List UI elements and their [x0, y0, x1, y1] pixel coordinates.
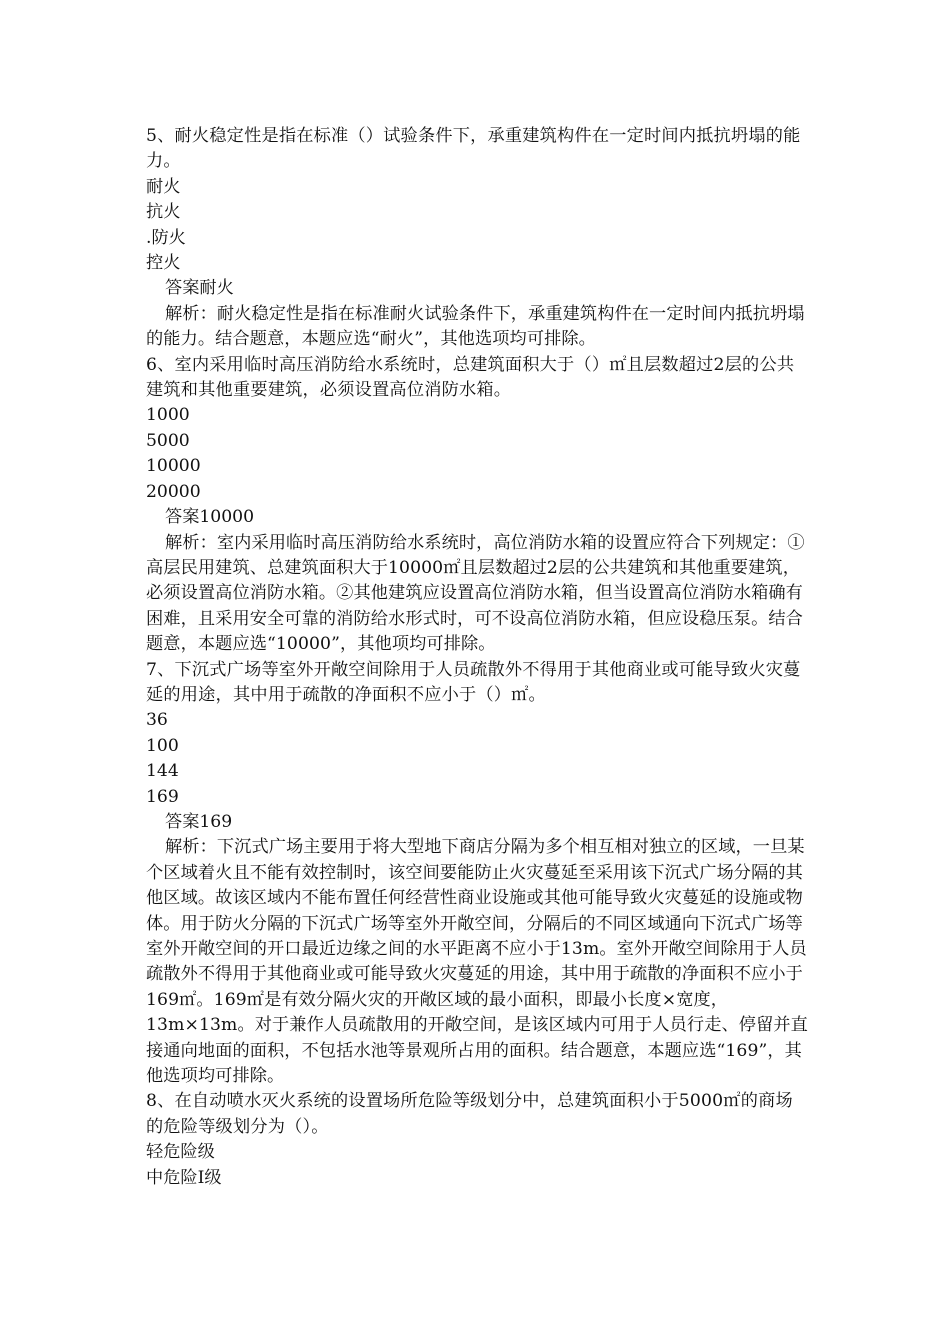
option-a: 1000 — [146, 405, 190, 426]
question-stem: 5、耐火稳定性是指在标准（）试验条件下，承重建筑构件在一定时间内抵抗坍塌的能力。 — [146, 126, 801, 172]
answer-line: 答案169 — [165, 811, 233, 832]
option-d: 20000 — [146, 481, 201, 502]
question-stem: 6、室内采用临时高压消防给水系统时，总建筑面积大于（）㎡且层数超过2层的公共建筑和其他重要建筑，必须设置高位消防水箱。 — [146, 354, 795, 401]
option-b: 100 — [146, 735, 179, 756]
question-5 — [146, 124, 808, 353]
option-a: 轻危险级 — [146, 1142, 215, 1163]
answer-line: 答案耐火 — [165, 278, 234, 299]
option-b: 5000 — [146, 430, 190, 451]
option-a: 36 — [146, 710, 168, 731]
question-stem: 8、在自动喷水灭火系统的设置场所危险等级划分中，总建筑面积小于5000㎡的商场的危险等级划分为（）。 — [146, 1091, 793, 1137]
analysis-paragraph: 解析：下沉式广场主要用于将大型地下商店分隔为多个相互相对独立的区域，一旦某个区域着火且不能有效控制时，该空间要能防止火灾蔓延至采用该下沉式广场分隔的其他区域。故该区域内不能布置任何经营性商业设施或其他可能导致火灾蔓延的设施或物体。用于防火分隔的下沉式广场等室外开敞空间，分隔后的不同区域通向下沉式广场等室外开敞空间的开口最近边缘之间的水平距离不应小于13m。室外开敞空间除用于人员疏散外不得用于其他商业或可能导致火灾蔓延的用途，其中用于疏散的净面积不应小于169㎡。169㎡是有效分隔火灾的开敞区域的最小面积，即最小长度×宽度，13m×13m。对于兼作人员疏散用的开敞空间，是该区域内可用于人员行走、停留并直接通向地面的面积，不包括水池等景观所占用的面积。结合题意，本题应选“169”，其他选项均可排除。 — [146, 837, 808, 1087]
option-b: 中危险Ⅰ级 — [146, 1167, 222, 1188]
option-c: .防火 — [146, 227, 186, 248]
analysis-paragraph: 解析：耐火稳定性是指在标准耐火试验条件下，承重建筑构件在一定时间内抵抗坍塌的能力。结合题意，本题应选“耐火”，其他选项均可排除。 — [146, 303, 805, 350]
document-page — [146, 124, 808, 1191]
question-7 — [146, 658, 808, 1090]
question-stem: 7、下沉式广场等室外开敞空间除用于人员疏散外不得用于其他商业或可能导致火灾蔓延的用途，其中用于疏散的净面积不应小于（）㎡。 — [146, 659, 801, 705]
option-b: 抗火 — [146, 202, 181, 223]
option-d: 控火 — [146, 253, 181, 274]
option-c: 10000 — [146, 456, 201, 477]
option-d: 169 — [146, 786, 179, 807]
question-6 — [146, 353, 808, 658]
option-a: 耐火 — [146, 176, 181, 197]
question-8 — [146, 1089, 808, 1191]
answer-line: 答案10000 — [165, 507, 255, 528]
option-c: 144 — [146, 761, 179, 782]
analysis-paragraph: 解析：室内采用临时高压消防给水系统时，高位消防水箱的设置应符合下列规定：①高层民用建筑、总建筑面积大于10000㎡且层数超过2层的公共建筑和其他重要建筑，必须设置高位消防水箱。②其他建筑应设置高位消防水箱，但当设置高位消防水箱确有困难，且采用安全可靠的消防给水形式时，可不设高位消防水箱，但应设稳压泵。结合题意，本题应选“10000”，其他项均可排除。 — [146, 532, 805, 655]
